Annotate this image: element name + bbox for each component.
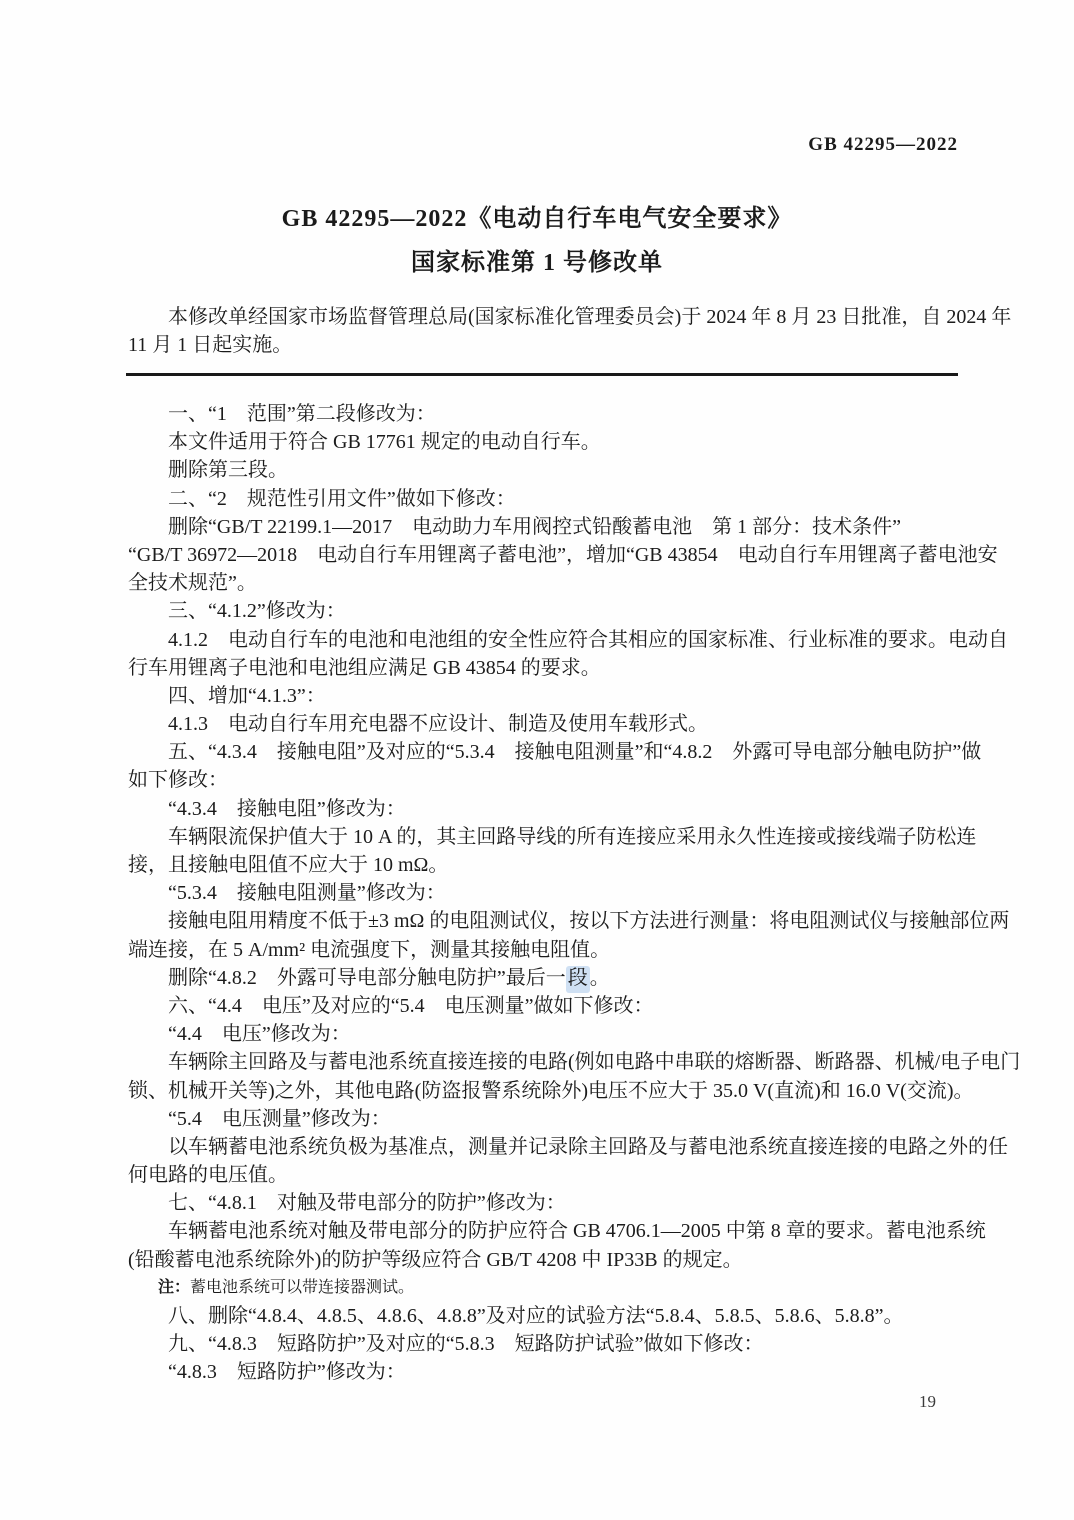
page-number: 19	[919, 1392, 936, 1411]
body-line	[128, 1246, 958, 1274]
body-line-text: 二、“2 规范性引用文件”做如下修改：	[168, 487, 516, 510]
body-line	[128, 541, 998, 569]
body-line	[128, 626, 1008, 654]
body-line	[128, 1133, 1008, 1161]
body-line	[128, 513, 958, 541]
body-line-text: 行车用锂离子电池和电池组应满足 GB 43854 的要求。	[128, 656, 601, 679]
body-line	[128, 569, 958, 597]
body-line-text: 五、“4.3.4 接触电阻”及对应的“5.3.4 接触电阻测量”和“4.8.2 外露可导电部分触电防护”做	[168, 741, 982, 764]
body-line-text: 八、删除“4.8.4、4.8.5、4.8.6、4.8.8”及对应的试验方法“5.8.4、5.8.5、5.8.6、5.8.8”。	[168, 1305, 904, 1327]
body-line	[128, 1020, 958, 1048]
body-line	[128, 907, 1010, 935]
body-line	[128, 766, 958, 794]
body-line-text: 车辆蓄电池系统对触及带电部分的防护应符合 GB 4706.1—2005 中第 8 章的要求。蓄电池系统	[168, 1220, 986, 1243]
body-line-text: “4.8.3 短路防护”修改为：	[168, 1361, 406, 1384]
body-line	[128, 682, 958, 710]
body-line	[128, 795, 958, 823]
body-line-text: 六、“4.4 电压”及对应的“5.4 电压测量”做如下修改：	[168, 994, 654, 1017]
body-line	[128, 879, 958, 907]
body-line-text: 何电路的电压值。	[128, 1164, 288, 1187]
body-line	[128, 428, 958, 456]
body-line-text: 。	[589, 966, 610, 989]
body-line	[128, 823, 977, 851]
body-line	[128, 597, 958, 625]
body-line	[128, 1161, 958, 1189]
body-line-text: 4.1.2 电动自行车的电池和电池组的安全性应符合其相应的国家标准、行业标准的要求。电动自	[168, 628, 1008, 651]
body-line-text: 锁、机械开关等)之外，其他电路(防盗报警系统除外)电压不应大于 35.0 V(直流)和 16.0 V(交流)。	[128, 1079, 974, 1102]
body-line	[128, 1077, 974, 1105]
approval-line: 11 月 1 日起实施。	[128, 334, 293, 357]
body-note-line	[128, 1274, 958, 1302]
body-line-text: 九、“4.8.3 短路防护”及对应的“5.8.3 短路防护试验”做如下修改：	[168, 1333, 764, 1356]
body-line	[128, 1105, 958, 1133]
body-line	[128, 851, 958, 879]
body-line	[128, 1048, 1021, 1076]
body-line	[128, 710, 958, 738]
body-line	[128, 936, 958, 964]
note-text: 蓄电池系统可以带连接器测试。	[190, 1278, 415, 1296]
body-line-text: 如下修改：	[128, 769, 228, 792]
body-line-text: 删除“4.8.2 外露可导电部分触电防护”最后一	[168, 966, 566, 989]
body-line-text: 以车辆蓄电池系统负极为基准点，测量并记录除主回路及与蓄电池系统直接连接的电路之外的任	[168, 1135, 1008, 1158]
body-line-text: 删除“GB/T 22199.1—2017 电动助力车用阀控式铅酸蓄电池 第 1 部分：技术条件”	[168, 515, 901, 538]
body-line-text: “GB/T 36972—2018 电动自行车用锂离子蓄电池”，增加“GB 43854 电动自行车用锂离子蓄电池安	[128, 543, 998, 566]
body-line	[128, 654, 958, 682]
highlighted-text: 段	[566, 966, 590, 993]
body-line-text: 本文件适用于符合 GB 17761 规定的电动自行车。	[168, 431, 601, 454]
body-line-text: “5.4 电压测量”修改为：	[168, 1107, 391, 1130]
approval-paragraph	[128, 303, 1012, 360]
body-line-text: 4.1.3 电动自行车用充电器不应设计、制造及使用车载形式。	[168, 713, 708, 736]
document-title-line1: GB 42295—2022《电动自行车电气安全要求》	[281, 206, 793, 232]
body-line-text: “5.3.4 接触电阻测量”修改为：	[168, 882, 446, 905]
body-line	[128, 1358, 958, 1386]
body-line	[128, 1302, 958, 1330]
body-line	[128, 400, 958, 428]
note-label: 注：	[158, 1278, 191, 1296]
body-line	[128, 992, 958, 1020]
approval-line: 本修改单经国家市场监督管理总局(国家标准化管理委员会)于 2024 年 8 月 23 日批准，自 2024 年	[168, 306, 1012, 328]
document-title	[0, 197, 1074, 285]
body-line-text: 接触电阻用精度不低于±3 mΩ 的电阻测试仪，按以下方法进行测量：将电阻测试仪与接触部位两	[168, 910, 1010, 933]
body-line-text: 三、“4.1.2”修改为：	[168, 600, 346, 623]
document-body	[128, 400, 1021, 1387]
body-line	[128, 456, 958, 484]
body-line-text: 四、增加“4.1.3”：	[168, 684, 326, 707]
body-line	[128, 1217, 986, 1245]
body-line	[128, 1189, 958, 1217]
body-line-text: 端连接，在 5 A/mm² 电流强度下，测量其接触电阻值。	[128, 938, 611, 961]
document-title-line2: 国家标准第 1 号修改单	[411, 250, 663, 276]
body-line	[128, 485, 958, 513]
body-line-text: 七、“4.8.1 对触及带电部分的防护”修改为：	[168, 1192, 566, 1215]
body-line	[128, 964, 958, 992]
body-line-text: 车辆限流保护值大于 10 A 的，其主回路导线的所有连接应采用永久性连接或接线端子防松连	[168, 825, 977, 848]
body-line-text: 一、“1 范围”第二段修改为：	[168, 403, 436, 425]
body-line	[128, 738, 982, 766]
body-line-text: “4.4 电压”修改为：	[168, 1023, 351, 1046]
body-line-text: 全技术规范”。	[128, 572, 257, 595]
body-line	[128, 1330, 958, 1358]
horizontal-rule	[126, 373, 958, 376]
body-line-text: 接，且接触电阻值不应大于 10 mΩ。	[128, 854, 449, 876]
body-line-text: 车辆除主回路及与蓄电池系统直接连接的电路(例如电路中串联的熔断器、断路器、机械/电子电门	[168, 1051, 1021, 1074]
body-line-text: 删除第三段。	[168, 459, 288, 482]
body-line-text: (铅酸蓄电池系统除外)的防护等级应符合 GB/T 4208 中 IP33B 的规定。	[128, 1248, 743, 1271]
body-line-text: “4.3.4 接触电阻”修改为：	[168, 797, 406, 820]
standard-number-header: GB 42295—2022	[808, 134, 958, 155]
